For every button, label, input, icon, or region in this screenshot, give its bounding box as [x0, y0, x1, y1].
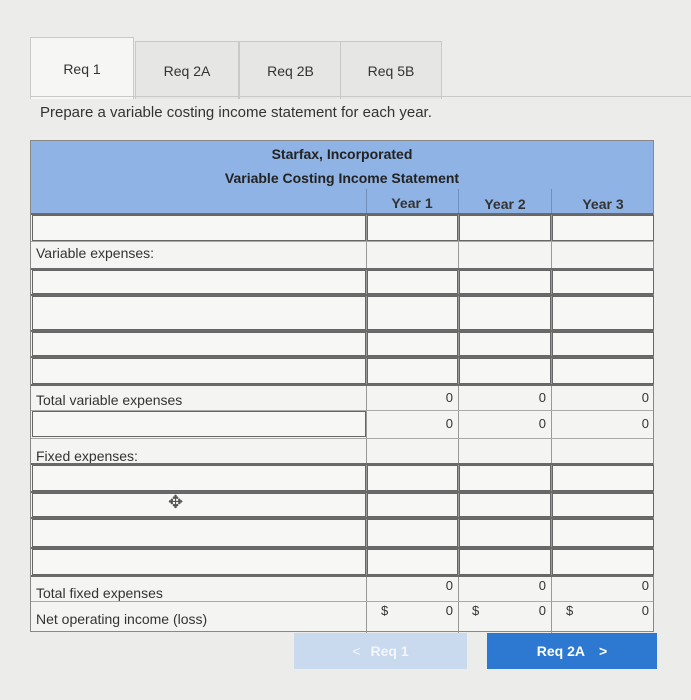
total-variable-year-3: 0: [641, 390, 649, 405]
total-fixed-year-3: 0: [641, 578, 649, 593]
variable-expenses-label: Variable expenses:: [36, 245, 155, 261]
net-income-year-3: 0: [641, 603, 649, 618]
variable-expense-year-1-input[interactable]: [367, 358, 458, 384]
tab-req-2a[interactable]: [135, 41, 239, 99]
fixed-expense-year-1-input[interactable]: [367, 519, 458, 547]
contribution-margin-label-input[interactable]: [32, 411, 366, 437]
statement-title: Variable Costing Income Statement: [224, 170, 460, 186]
variable-expense-year-2-input[interactable]: [459, 358, 551, 384]
dollar-sign: $: [472, 603, 480, 618]
total-variable-expenses-label: Total variable expenses: [36, 392, 183, 408]
variable-expense-year-3-input[interactable]: [552, 358, 654, 384]
fixed-expenses-label: Fixed expenses:: [36, 448, 138, 464]
year-2-input[interactable]: [459, 215, 551, 241]
fixed-expense-year-3-input[interactable]: [552, 549, 654, 575]
total-variable-year-2: 0: [538, 390, 546, 405]
tab-label: Req 1: [63, 60, 101, 77]
variable-expense-year-1-input[interactable]: [367, 332, 458, 356]
total-fixed-year-1: 0: [445, 578, 453, 593]
fixed-expense-label-input[interactable]: [32, 519, 366, 547]
fixed-expense-label-input[interactable]: [32, 465, 366, 491]
company-name: Starfax, Incorporated: [271, 146, 413, 162]
tab-req-2b[interactable]: [239, 41, 342, 99]
variable-expense-year-3-input[interactable]: [552, 270, 654, 294]
net-income-year-1: 0: [445, 603, 453, 618]
variable-expense-year-2-input[interactable]: [459, 296, 551, 330]
fixed-expense-year-1-input[interactable]: [367, 493, 458, 517]
total-fixed-year-2: 0: [538, 578, 546, 593]
dollar-sign: $: [566, 603, 574, 618]
income-statement-table: [30, 140, 654, 632]
contribution-year-1: 0: [445, 416, 453, 431]
fixed-expense-year-1-input[interactable]: [367, 465, 458, 491]
variable-expense-year-3-input[interactable]: [552, 296, 654, 330]
fixed-expense-year-3-input[interactable]: [552, 493, 654, 517]
tab-label: Req 2A: [163, 62, 211, 79]
variable-expense-year-2-input[interactable]: [459, 332, 551, 356]
fixed-expense-year-2-input[interactable]: [459, 493, 551, 517]
next-button-label: Req 2A: [536, 643, 586, 659]
total-fixed-expenses-label: Total fixed expenses: [36, 585, 163, 601]
year-3-input[interactable]: [552, 215, 654, 241]
tab-req-5b[interactable]: [340, 41, 442, 99]
variable-expense-label-input[interactable]: [32, 358, 366, 384]
fixed-expense-year-1-input[interactable]: [367, 549, 458, 575]
net-income-year-2: 0: [538, 603, 546, 618]
contribution-year-2: 0: [538, 416, 546, 431]
variable-expense-year-1-input[interactable]: [367, 270, 458, 294]
year-2-header: Year 2: [484, 196, 526, 212]
variable-expense-label-input[interactable]: [32, 332, 366, 356]
fixed-expense-label-input[interactable]: [32, 549, 366, 575]
statement-header: [31, 141, 653, 213]
year-3-header: Year 3: [582, 196, 624, 212]
previous-button[interactable]: [294, 633, 467, 669]
row-label-input[interactable]: [32, 215, 366, 241]
variable-expense-label-input[interactable]: [32, 296, 366, 330]
next-button[interactable]: [487, 633, 657, 669]
contribution-year-3: 0: [641, 416, 649, 431]
instruction-text: Prepare a variable costing income statement for each year.: [40, 104, 432, 121]
fixed-expense-year-3-input[interactable]: [552, 465, 654, 491]
total-variable-year-1: 0: [445, 390, 453, 405]
variable-expense-year-3-input[interactable]: [552, 332, 654, 356]
chevron-right-icon: >: [599, 643, 608, 659]
tab-req-1[interactable]: [30, 37, 134, 99]
variable-expense-label-input[interactable]: [32, 270, 366, 294]
year-1-header: Year 1: [391, 195, 433, 211]
fixed-expense-year-2-input[interactable]: [459, 519, 551, 547]
tab-label: Req 5B: [367, 62, 415, 79]
fixed-expense-year-2-input[interactable]: [459, 549, 551, 575]
variable-expense-year-1-input[interactable]: [367, 296, 458, 330]
move-cursor-icon: ✥: [168, 492, 184, 512]
year-1-input[interactable]: [367, 215, 458, 241]
fixed-expense-year-2-input[interactable]: [459, 465, 551, 491]
chevron-left-icon: <: [352, 643, 361, 659]
fixed-expense-year-3-input[interactable]: [552, 519, 654, 547]
dollar-sign: $: [381, 603, 389, 618]
tab-divider: [30, 96, 691, 97]
previous-button-label: Req 1: [370, 643, 409, 659]
variable-expense-year-2-input[interactable]: [459, 270, 551, 294]
net-operating-income-label: Net operating income (loss): [36, 611, 208, 627]
tab-label: Req 2B: [267, 62, 314, 79]
fixed-expense-label-input[interactable]: [32, 493, 366, 517]
